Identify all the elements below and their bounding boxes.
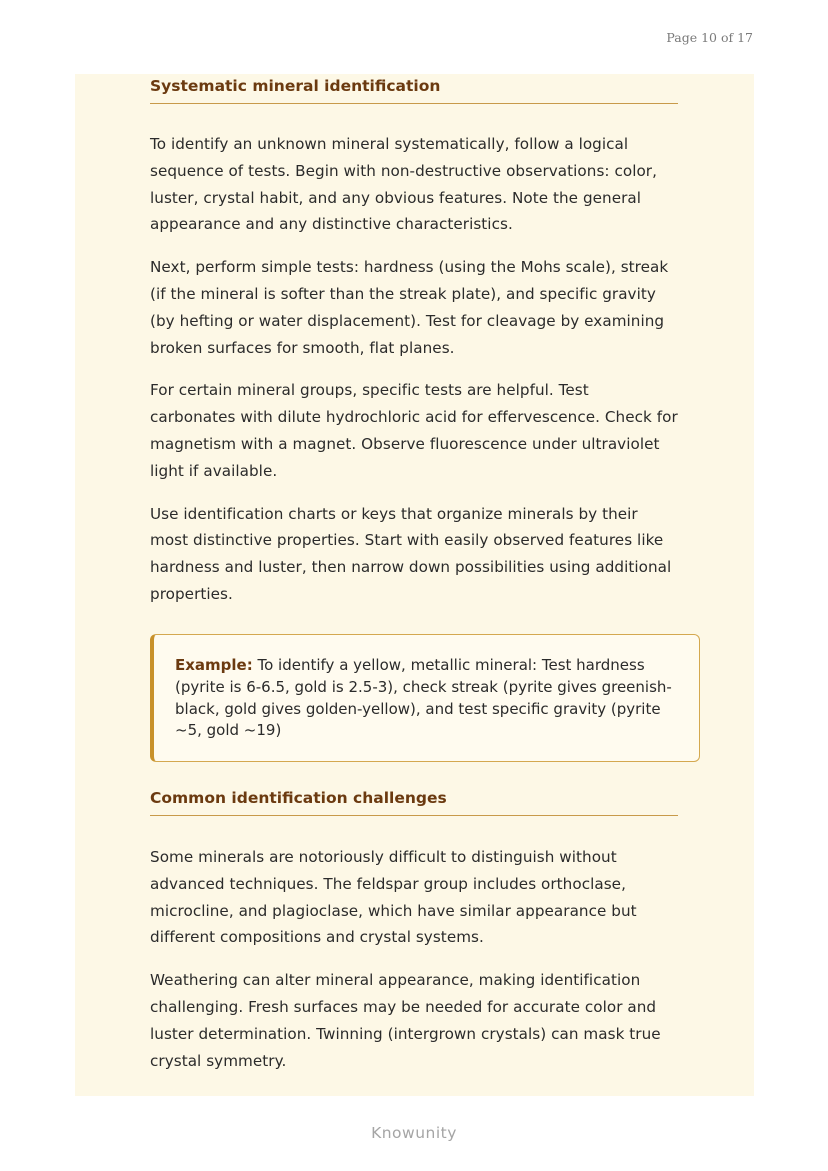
- section-body: [150, 844, 678, 1074]
- paragraph: Next, perform simple tests: hardness (using the Mohs scale), streak (if the mineral is softer than the streak plate), and specific gravity (by hefting or water displacement). Test for cleavage by examining broken surfaces for smooth, flat planes.: [150, 258, 669, 357]
- example-callout: [150, 634, 700, 762]
- example-text: [175, 655, 677, 742]
- paragraph: Some minerals are notoriously difficult to distinguish without advanced techniques. The feldspar group includes orthoclase, microcline, and plagioclase, which have similar appearance but different compositions and crystal systems.: [150, 848, 637, 947]
- section-identification-challenges: [150, 789, 678, 816]
- page-number: Page 10 of 17: [666, 30, 753, 45]
- paragraph: Weathering can alter mineral appearance, making identification challenging. Fresh surfaces may be needed for accurate color and luster determination. Twinning (intergrown crystals) can mask true crystal symmetry.: [150, 971, 661, 1070]
- example-body: To identify a yellow, metallic mineral: Test hardness (pyrite is 6-6.5, gold is 2.5-3), check streak (pyrite gives greenish-black, gold gives golden-yellow), and test specific gravity (pyrite ~5, gold ~19): [175, 656, 672, 740]
- paragraph: Use identification charts or keys that organize minerals by their most distinctive properties. Start with easily observed features like hardness and luster, then narrow down possibilities using additional properties.: [150, 504, 672, 603]
- section-heading: Common identification challenges: [150, 789, 678, 816]
- document-content: [75, 74, 754, 1096]
- footer-brand: Knowunity: [371, 1124, 457, 1142]
- section-body: [150, 131, 678, 608]
- example-label: Example:: [175, 656, 253, 674]
- section-heading: Systematic mineral identification: [150, 77, 678, 104]
- section-systematic-identification: [150, 77, 678, 104]
- paragraph: To identify an unknown mineral systematically, follow a logical sequence of tests. Begin with non-destructive observations: color, luster, crystal habit, and any obvious features. Note the general appearance and any distinctive characteristics.: [150, 135, 657, 234]
- paragraph: For certain mineral groups, specific tests are helpful. Test carbonates with dilute hydrochloric acid for effervescence. Check for magnetism with a magnet. Observe fluorescence under ultraviolet light if available.: [150, 381, 678, 480]
